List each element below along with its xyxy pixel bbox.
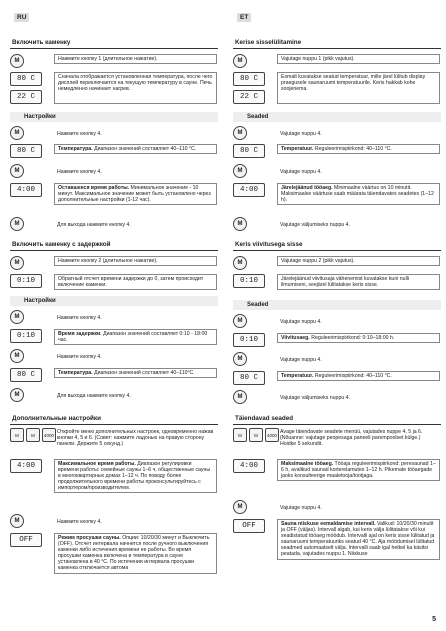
step-text: Vajutage nuppu 4. bbox=[280, 131, 322, 137]
button-2-icon: M bbox=[233, 256, 247, 270]
display-row bbox=[233, 274, 441, 288]
step-text: Нажмите кнопку 4. bbox=[57, 354, 102, 360]
step-text: Vajutage nuppu 2 (pikk vajutus). bbox=[277, 256, 440, 266]
display-value: 4:00 bbox=[10, 459, 42, 473]
button-4-icon: M bbox=[233, 126, 247, 140]
display-row bbox=[233, 183, 441, 204]
button-4-icon: M bbox=[233, 390, 247, 404]
step-text: Vajutage nuppu 4. bbox=[280, 505, 322, 511]
step-text bbox=[54, 368, 217, 378]
button-1-icon: M bbox=[10, 54, 24, 68]
step-text bbox=[277, 144, 440, 154]
step-text bbox=[277, 183, 440, 205]
step-text: Для выхода нажмите кнопку 4. bbox=[57, 393, 131, 399]
step-row bbox=[10, 514, 218, 528]
step-text: Vajutage nuppu 4. bbox=[280, 357, 322, 363]
display-value: 22 C bbox=[233, 90, 265, 104]
step-text: Нажмите кнопку 2 (длительное нажатие). bbox=[54, 256, 217, 266]
bold-label: Температура. bbox=[58, 146, 93, 152]
button-4-icon: M bbox=[10, 349, 24, 363]
display-value: 80 C bbox=[10, 144, 42, 158]
section-title: Включить каменку bbox=[10, 38, 218, 49]
step-row bbox=[233, 352, 441, 366]
display-value: 4:00 bbox=[233, 459, 265, 473]
step-text: Откройте меню дополнительных настроек, одновременно нажав кнопки 4, 5 и 6. (Совет: нажмите ладонью на правую сторону панели. Держите 5 секунд.) bbox=[57, 429, 214, 448]
step-row bbox=[233, 500, 441, 514]
step-text: Обратный отсчет времени задержки до 0, затем происходит включение каменки. bbox=[54, 274, 217, 290]
step-row bbox=[233, 54, 441, 68]
button-6-icon: 4000 bbox=[265, 428, 279, 442]
section-title: Keris viivitusega sisse bbox=[233, 240, 441, 251]
display-value: 80 C bbox=[233, 72, 265, 86]
step-detail: Диапазон значений составляет 0:10 - 18:00 час. bbox=[58, 331, 208, 344]
subsection-settings: Настройки bbox=[10, 296, 218, 306]
step-detail: Reguleerimispiirkond: 40–110 °C. bbox=[313, 146, 392, 152]
display-value: 80 C bbox=[10, 72, 42, 86]
subsection-settings: Seaded bbox=[233, 112, 441, 122]
display-row bbox=[10, 183, 218, 204]
step-row bbox=[233, 428, 441, 448]
step-row bbox=[10, 349, 218, 363]
button-4-icon: M bbox=[10, 310, 24, 324]
button-4-icon: M bbox=[233, 428, 247, 442]
display-row bbox=[233, 144, 441, 158]
bold-label: Temperatuur. bbox=[281, 373, 314, 379]
step-row bbox=[233, 126, 441, 140]
display-row bbox=[10, 329, 218, 343]
button-4-icon: M bbox=[10, 164, 24, 178]
step-text: Нажмите кнопку 4. bbox=[57, 519, 102, 525]
bold-label: Maksimaalne tööaeg. bbox=[281, 461, 334, 467]
button-4-icon: M bbox=[10, 217, 24, 231]
button-5-icon: M bbox=[26, 428, 40, 442]
section-heater-on bbox=[10, 38, 218, 49]
display-value: OFF bbox=[10, 533, 42, 547]
display-row bbox=[233, 519, 441, 558]
section-title: Kerise sisselülitamine bbox=[233, 38, 441, 49]
step-detail: Reguleerimispiirkond: 0:10–18:00 h. bbox=[309, 335, 395, 341]
language-tag-et: ET bbox=[237, 13, 251, 22]
section-title: Täiendavad seaded bbox=[233, 414, 441, 425]
step-text bbox=[54, 533, 217, 574]
bold-label: Режим просушки сауны. bbox=[58, 535, 121, 541]
display-value: 0:10 bbox=[233, 274, 265, 288]
bold-label: Время задержки. bbox=[58, 331, 102, 337]
button-1-icon: M bbox=[233, 54, 247, 68]
step-text: Avage täiendavate seadete menüü, vajutades nuppe 4, 5 ja 6. (Nõuanne: vajutage peopesaga paneeli parempoolset külge.) Hoidke 5 sekundit. bbox=[280, 429, 423, 448]
display-value: 4:00 bbox=[233, 183, 265, 197]
step-detail: Valikud: 10/20/30 minutit ja OFF (väljas). Intervall algab, kui keris välja lülitatakse või kui seadistatud tööaeg möödub. Intervalli ajal on keris sisse lülitatud ja saunaruumi temperatuuriks seatud 40 °C. Aja möödumisel lülitatud seadmed automaatselt välja. Intervalli saab igal hetkel ka käsitsi peatada, vajutades nuppu 1. Niiskuse bbox=[281, 521, 435, 558]
step-text: Vajutage nuppu 1 (pikk vajutus). bbox=[277, 54, 440, 64]
step-text: Нажмите кнопку 1 (длительное нажатие). bbox=[54, 54, 217, 64]
button-2-icon: M bbox=[10, 256, 24, 270]
display-row bbox=[233, 333, 441, 347]
step-detail: Диапазон значений составляет 40–110 °C. bbox=[92, 146, 197, 152]
language-tag-ru: RU bbox=[14, 13, 29, 22]
step-text: Для выхода нажмите кнопку 4. bbox=[57, 222, 131, 228]
bold-label: Максимальное время работы. bbox=[58, 461, 136, 467]
step-detail: Tööaja reguleerimispiirkond: peresaunad 1–6 h, avalikud saunad korterelamutes 1–12 h. Pikemate tööaegade jaoks konsulteerige maaletooja/tootjaga. bbox=[281, 461, 436, 480]
bold-label: Viivitusaeg. bbox=[281, 335, 310, 341]
display-row bbox=[10, 144, 218, 158]
section-heater-on bbox=[233, 38, 441, 49]
button-4-icon: M bbox=[10, 514, 24, 528]
section-title: Дополнительные настройки bbox=[10, 414, 218, 425]
bold-label: Температура. bbox=[58, 370, 93, 376]
button-5-icon: M bbox=[249, 428, 263, 442]
step-text bbox=[277, 333, 440, 343]
step-text: Нажмите кнопку 4. bbox=[57, 131, 102, 137]
step-detail: Опции: 10/20/30 минут и Выключить (OFF). Отсчет интервала начнется после ручного выключения каменки либо истечения времени ее работы. Во время просушки каменка включена и температура в сауне установлена в 40 °C. По истечении интервала просушки каменка отключается автома bbox=[58, 535, 210, 572]
step-row bbox=[233, 390, 441, 404]
page-number: 5 bbox=[432, 616, 436, 623]
step-text bbox=[54, 144, 217, 154]
step-text: Vajutage väljumiseks nuppu 4. bbox=[280, 395, 350, 401]
step-row bbox=[10, 164, 218, 178]
section-delayed-start bbox=[10, 240, 218, 251]
step-text bbox=[277, 519, 440, 560]
bold-label: Järelejäänud tööaeg. bbox=[281, 185, 333, 191]
step-text: Vajutage nuppu 4. bbox=[280, 319, 322, 325]
step-text bbox=[277, 459, 440, 481]
subsection-settings: Seaded bbox=[233, 300, 441, 310]
step-detail: Диапазон регулировки времени работы: семейные сауны 1–6 ч, общественные сауны в многоквартирных домах 1–12 ч. По поводу более продолжительного времени работы проконсультируйтесь с импортером/производителем. bbox=[58, 461, 211, 492]
step-text: Vajutage väljumiseks nuppu 4. bbox=[280, 222, 350, 228]
section-title: Включить каменку с задержкой bbox=[10, 240, 218, 251]
bold-label: Оставшееся время работы. bbox=[58, 185, 130, 191]
step-text: Vajutage nuppu 4. bbox=[280, 169, 322, 175]
step-detail: Reguleerimispiirkond: 40–110 °C. bbox=[313, 373, 392, 379]
step-text bbox=[54, 459, 217, 493]
bold-label: Temperatuur. bbox=[281, 146, 314, 152]
display-row bbox=[10, 274, 218, 288]
step-detail: Minimaalne väärtus on 10 minutit. Maksimaalse väärtuse saab määrata täiendavates seadetes (1–12 h). bbox=[281, 185, 434, 204]
step-text bbox=[277, 371, 440, 381]
display-row bbox=[10, 459, 218, 492]
step-text bbox=[54, 183, 217, 205]
button-4-icon: M bbox=[233, 352, 247, 366]
step-detail: Диапазон значений составляет 40–110°C. bbox=[92, 370, 195, 376]
step-row bbox=[233, 164, 441, 178]
step-row bbox=[10, 126, 218, 140]
step-row bbox=[10, 310, 218, 324]
step-text: Esmalt kuvatakse seatud temperatuur, mille järel lülitub display praegusele saunaruumi temperatuurile. Keris hakkab kohe soojenema. bbox=[277, 72, 440, 104]
button-4-icon: M bbox=[233, 164, 247, 178]
display-value: 80 C bbox=[233, 371, 265, 385]
button-4-icon: M bbox=[233, 500, 247, 514]
display-row bbox=[10, 368, 218, 382]
step-detail: Минимальное значение - 10 минут. Максимальное значение может быть установлено через дополнительные настройки (1-12 час). bbox=[58, 185, 211, 204]
subsection-settings: Настройки bbox=[10, 112, 218, 122]
step-row bbox=[10, 54, 218, 68]
section-additional-settings bbox=[233, 414, 441, 425]
button-6-icon: 4000 bbox=[42, 428, 56, 442]
step-text: Нажмите кнопку 4. bbox=[57, 169, 102, 175]
display-row bbox=[233, 459, 441, 480]
step-row bbox=[233, 314, 441, 328]
display-value: 0:10 bbox=[10, 329, 42, 343]
display-row bbox=[233, 371, 441, 385]
step-text: Нажмите кнопку 4. bbox=[57, 315, 102, 321]
button-4-icon: M bbox=[10, 126, 24, 140]
step-row bbox=[233, 217, 441, 231]
button-4-icon: M bbox=[10, 428, 24, 442]
step-row bbox=[10, 217, 218, 231]
bold-label: Sauna niiskuse eemaldamise intervall. bbox=[281, 521, 376, 527]
step-row bbox=[10, 428, 218, 448]
step-text: Сначала отображается установленная температура, после чего дисплей переключается на текущую температуру в сауне. Печь немедленно начинает нагрев. bbox=[54, 72, 217, 104]
button-4-icon: M bbox=[233, 314, 247, 328]
display-row bbox=[10, 533, 218, 572]
button-combo bbox=[10, 428, 56, 442]
button-4-icon: M bbox=[233, 217, 247, 231]
display-value: 80 C bbox=[10, 368, 42, 382]
step-text: Järelejäänud viivitusaja vähenemist kuvatakse kuni nulli ilmumiseni, seejärel lülitatakse keris sisse. bbox=[277, 274, 440, 290]
step-row bbox=[10, 256, 218, 270]
section-additional-settings bbox=[10, 414, 218, 425]
button-4-icon: M bbox=[10, 388, 24, 402]
step-row bbox=[233, 256, 441, 270]
display-value: 80 C bbox=[233, 144, 265, 158]
display-value: 0:10 bbox=[233, 333, 265, 347]
display-value: OFF bbox=[233, 519, 265, 533]
step-text bbox=[54, 329, 217, 345]
step-row bbox=[10, 388, 218, 402]
section-delayed-start bbox=[233, 240, 441, 251]
display-value: 4:00 bbox=[10, 183, 42, 197]
button-combo bbox=[233, 428, 279, 442]
display-value: 0:10 bbox=[10, 274, 42, 288]
display-value: 22 C bbox=[10, 90, 42, 104]
